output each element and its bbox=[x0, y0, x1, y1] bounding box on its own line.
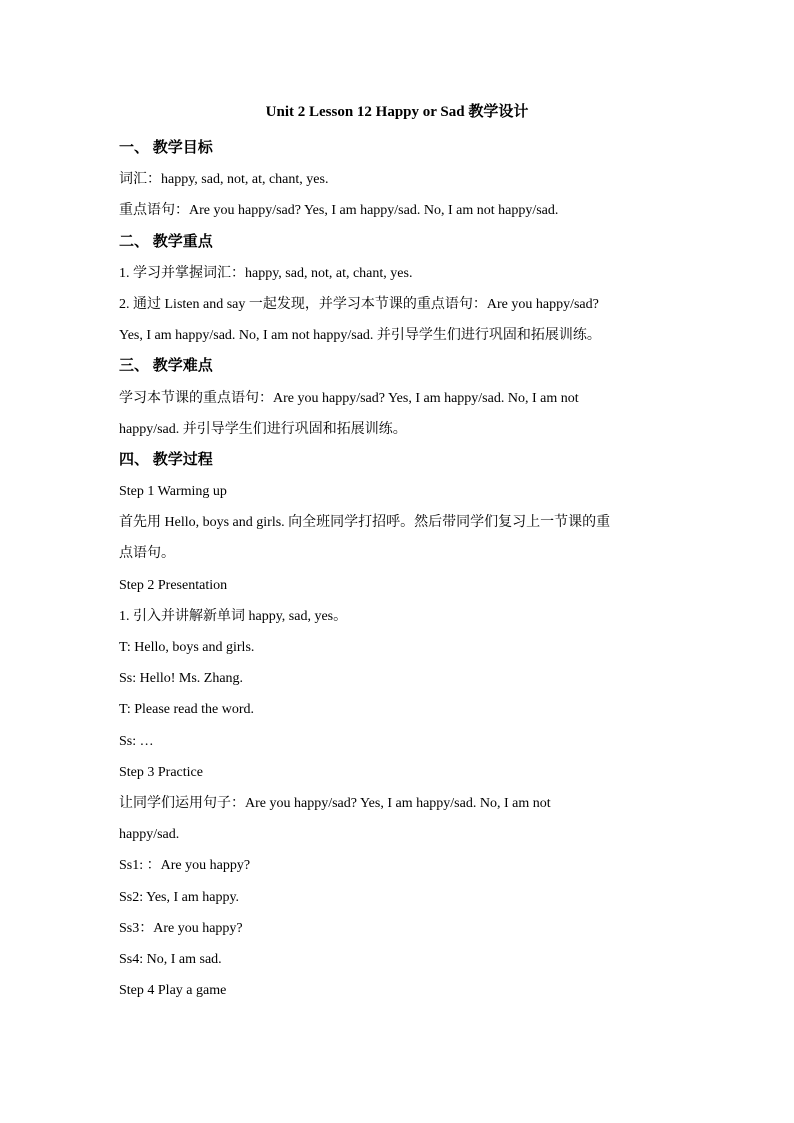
text-line: Step 1 Warming up bbox=[119, 484, 227, 500]
text-line: 学习本节课的重点语句：Are you happy/sad? Yes, I am happy/sad. No, I am not bbox=[119, 390, 579, 406]
text-line: happy/sad. 并引导学生们进行巩固和拓展训练。 bbox=[119, 421, 407, 437]
text-line: Step 3 Practice bbox=[119, 764, 203, 780]
text-line: Step 4 Play a game bbox=[119, 983, 227, 999]
document-body bbox=[119, 133, 679, 1006]
text-line: 点语句。 bbox=[119, 546, 175, 562]
text-line: T: Please read the word. bbox=[119, 702, 254, 718]
document-title: Unit 2 Lesson 12 Happy or Sad 教学设计 bbox=[265, 104, 529, 120]
text-line: Ss2: Yes, I am happy. bbox=[119, 889, 240, 905]
text-line: Ss: … bbox=[119, 733, 154, 749]
section-heading: 四、 教学过程 bbox=[119, 451, 213, 468]
text-line: Yes, I am happy/sad. No, I am not happy/sad. 并引导学生们进行巩固和拓展训练。 bbox=[119, 328, 601, 344]
text-line: Ss4: No, I am sad. bbox=[119, 951, 222, 967]
text-line: Ss1: ：Are you happy? bbox=[119, 858, 251, 874]
text-line: 1. 学习并掌握词汇：happy, sad, not, at, chant, yes. bbox=[119, 265, 413, 281]
text-line: happy/sad. bbox=[119, 827, 180, 843]
section-heading: 二、 教学重点 bbox=[119, 233, 213, 250]
section-heading: 三、 教学难点 bbox=[119, 358, 213, 375]
section-heading: 一、 教学目标 bbox=[119, 140, 213, 156]
text-line: 1. 引入并讲解新单词 happy, sad, yes。 bbox=[119, 608, 348, 624]
text-line: 重点语句：Are you happy/sad? Yes, I am happy/sad. No, I am not happy/sad. bbox=[119, 203, 559, 219]
text-line: Step 2 Presentation bbox=[119, 577, 228, 593]
text-line: 让同学们运用句子：Are you happy/sad? Yes, I am happy/sad. No, I am not bbox=[119, 795, 551, 811]
text-line: 2. 通过 Listen and say 一起发现，并学习本节课的重点语句：Are you happy/sad? bbox=[119, 296, 599, 312]
text-line: T: Hello, boys and girls. bbox=[119, 640, 255, 655]
text-line: 词汇：happy, sad, not, at, chant, yes. bbox=[119, 172, 329, 188]
text-line: Ss: Hello! Ms. Zhang. bbox=[119, 671, 244, 687]
text-line: Ss3：Are you happy? bbox=[119, 920, 243, 936]
text-line: 首先用 Hello, boys and girls. 向全班同学打招呼。然后带同学们复习上一节课的重 bbox=[119, 515, 611, 531]
